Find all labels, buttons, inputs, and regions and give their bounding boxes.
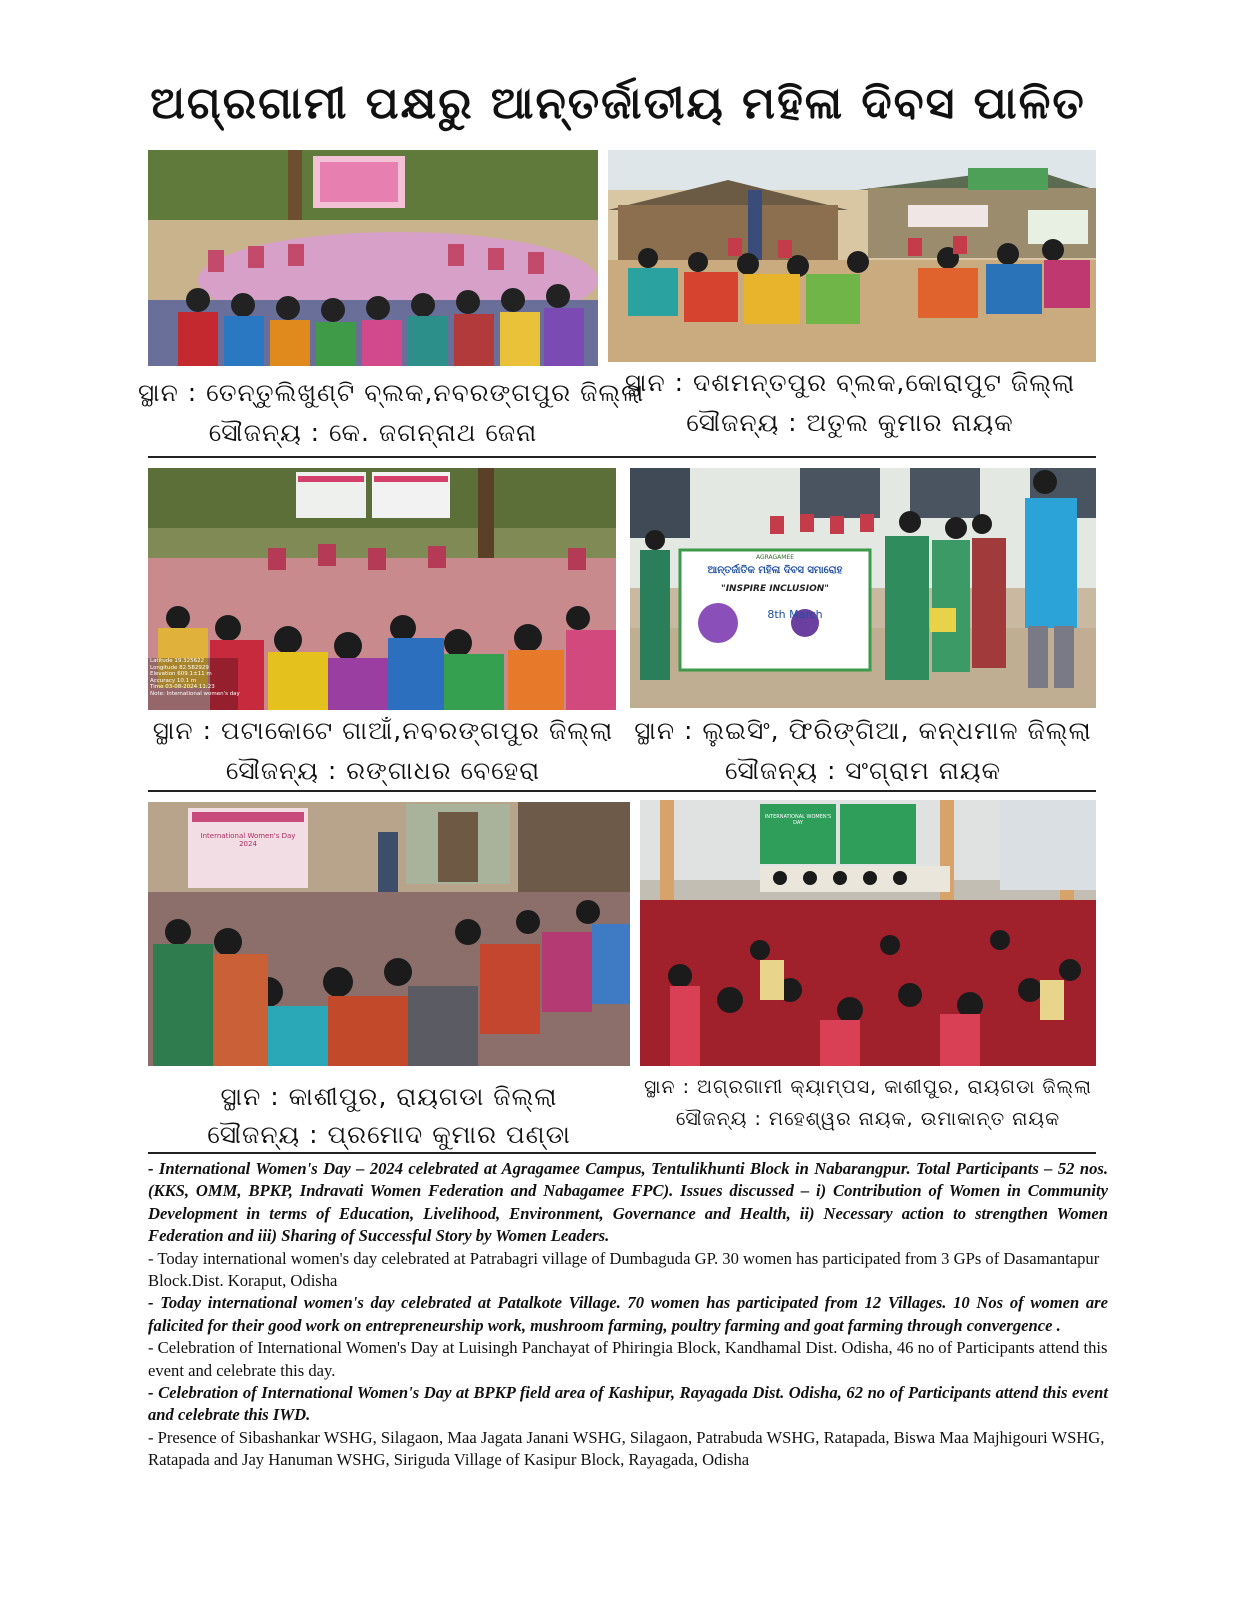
page-title: ଅଗ୍ରଗାମୀ ପକ୍ଷରୁ ଆନ୍ତର୍ଜାତୀୟ ମହିଳା ଦିବସ ପାଳିତ	[150, 78, 1086, 129]
event-banner	[680, 550, 870, 670]
geotag-line: Elevation 609.1±11 m	[150, 671, 212, 678]
photo-5-courtesy: ସୌଜନ୍ୟ : ପ୍ରମୋଦ କୁମାର ପଣ୍ଡା	[207, 1120, 571, 1149]
photo-2-courtesy: ସୌଜନ୍ୟ : ଅତୁଲ କୁମାର ନାୟକ	[686, 408, 1014, 437]
geotag-line: Note: International women's day	[150, 690, 240, 697]
photo-4-courtesy: ସୌଜନ୍ୟ : ସଂଗ୍ରାମ ନାୟକ	[725, 756, 1001, 785]
photo-scene	[640, 800, 1096, 1066]
banner-heading: International Women's Day 2024	[200, 832, 296, 848]
note-agragamee-campus: - International Women's Day – 2024 celebrated at Agragamee Campus, Tentulikhunti Block in Nabarangpur. Total Participants – 52 nos. (KKS, OMM, BPKP, Indravati Women Federation and Nabagamee FPC). Issues discussed – i) Contribution of Women in Community Development in terms of Education, Livelihood, Environment, Governance and Health, ii) Necessary action to strengthen Women Federation and iii) Sharing of Successful Story by Women Leaders.	[148, 1159, 1108, 1246]
photo-patalkote-meeting	[148, 468, 616, 710]
geotag-line: Accuracy 10.1 m	[150, 677, 197, 684]
photo-2-place: ସ୍ଥାନ : ଦଶମନ୍ତପୁର ବ୍ଲକ,କୋରାପୁଟ ଜିଲ୍ଲା	[624, 368, 1076, 397]
note-luisingh: - Celebration of International Women's Day at Luisingh Panchayat of Phiringia Block, Kandhamal Dist. Odisha, 46 no of Participants attend this event and celebrate this day.	[148, 1338, 1108, 1380]
geotag-line: Latitude 19.325622	[150, 658, 205, 664]
divider-2	[148, 790, 1096, 792]
photo-scene	[608, 150, 1096, 362]
photo-scene	[148, 150, 598, 366]
photo-luisingh-banner	[630, 468, 1096, 708]
photo-6-place: ସ୍ଥାନ : ଅଗ୍ରଗାମୀ କ୍ୟାମ୍ପସ, କାଶୀପୁର, ରାୟଗଡା ଜିଲ୍ଲା	[644, 1076, 1092, 1098]
event-banner	[192, 832, 304, 848]
photo-6-courtesy: ସୌଜନ୍ୟ : ମହେଶ୍ୱର ନାୟକ, ଉମାକାନ୍ତ ନାୟକ	[675, 1108, 1061, 1130]
geotag-line: Time 03-08-2024 11:23	[150, 684, 215, 691]
banner-date: 8th March	[767, 608, 823, 621]
photo-4-place: ସ୍ଥାନ : ଲୁଇସିଂ, ଫିରିଙ୍ଗିଆ, କନ୍ଧମାଳ ଜିଲ୍ଲା	[634, 716, 1092, 745]
photo-1-place: ସ୍ଥାନ : ତେନ୍ତୁଲିଖୁଣ୍ଟି ବ୍ଲକ,ନବରଙ୍ଗପୁର ଜିଲ୍ଲା	[138, 378, 645, 407]
banner-theme: "INSPIRE INCLUSION"	[721, 584, 829, 594]
photo-agragamee-campus	[640, 800, 1096, 1066]
photo-3-courtesy: ସୌଜନ୍ୟ : ରଙ୍ଗାଧର ବେହେରା	[225, 756, 541, 785]
divider-3	[148, 1152, 1096, 1154]
divider-1	[148, 456, 1096, 458]
note-kashipur: - Celebration of International Women's Day at BPKP field area of Kashipur, Rayagada Dist. Odisha, 62 no of Participants attend this event and celebrate this IWD.	[148, 1383, 1108, 1425]
event-banner	[760, 814, 836, 826]
note-wshg-presence: - Presence of Sibashankar WSHG, Silagaon, Maa Jagata Janani WSHG, Silagaon, Patrabuda WSHG, Ratapada, Biswa Maa Majhigouri WSHG, Ratapada and Jay Hanuman WSHG, Siriguda Village of Kasipur Block, Rayagada, Odisha	[148, 1427, 1105, 1470]
photo-3-place: ସ୍ଥାନ : ପଟାକୋଟେ ଗାଆଁ,ନବରଙ୍ଗପୁର ଜିଲ୍ଲା	[152, 716, 614, 745]
photo-kashipur-meeting	[148, 802, 630, 1066]
banner-heading: INTERNATIONAL WOMEN'S DAY	[764, 814, 832, 826]
geotag-overlay	[150, 658, 240, 698]
event-notes	[148, 1158, 1108, 1472]
photo-5-place: ସ୍ଥାନ : କାଶୀପୁର, ରାୟଗଡା ଜିଲ୍ଲା	[220, 1082, 558, 1111]
photo-tentulikhunti-meeting	[148, 150, 598, 366]
photo-1-courtesy: ସୌଜନ୍ୟ : କେ. ଜଗନ୍ନାଥ ଜେନା	[208, 418, 538, 447]
photo-dasamantapur-meeting	[608, 150, 1096, 362]
note-patalkote: - Today international women's day celebrated at Patalkote Village. 70 women has participated from 12 Villages. 10 Nos of women are falicited for their good work on entrepreneurship work, mushroom farming, poultry farming and goat farming through convergence .	[148, 1293, 1108, 1335]
geotag-line: Longitude 82.582929	[150, 664, 209, 671]
banner-org: AGRAGAMEE	[755, 554, 795, 561]
note-patrabagri: - Today international women's day celebrated at Patrabagri village of Dumbaguda GP. 30 women has participated from 3 GPs of Dasamantapur Block.Dist. Koraput, Odisha	[148, 1248, 1100, 1291]
banner-heading: ଆନ୍ତର୍ଜାତିକ ମହିଳା ଦିବସ ସମାରୋହ	[707, 565, 843, 576]
